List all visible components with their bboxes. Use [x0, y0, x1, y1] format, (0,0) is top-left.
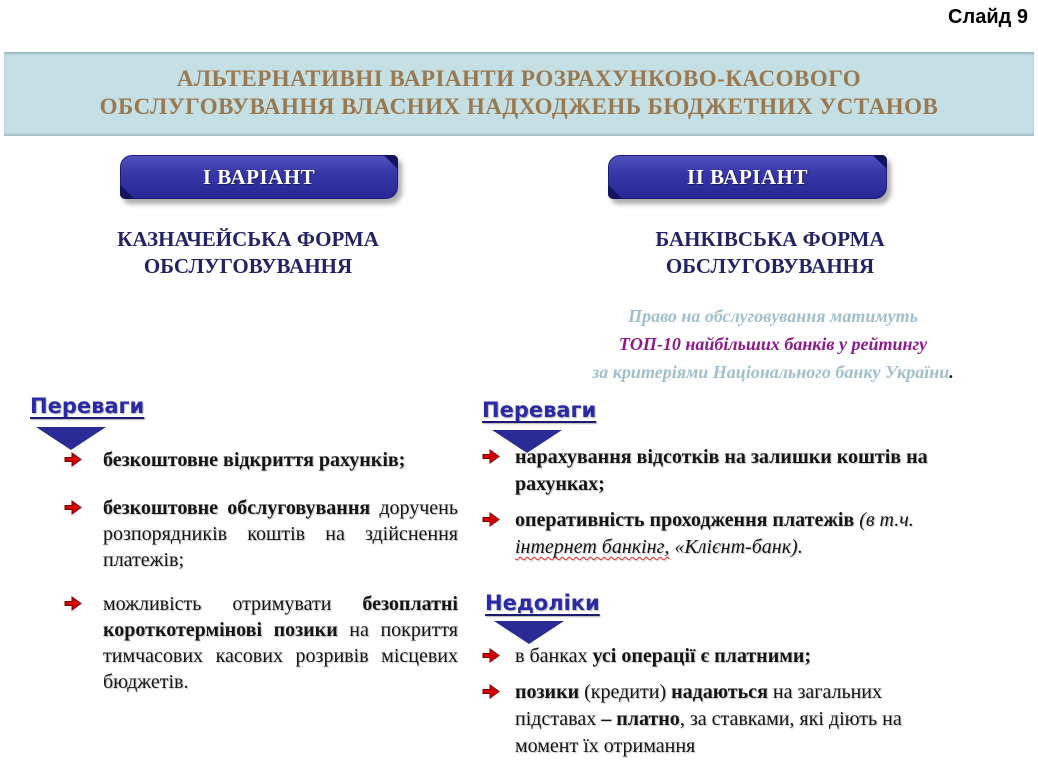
slide-title-line2: ОБСЛУГОВУВАННЯ ВЛАСНИХ НАДХОДЖЕНЬ БЮДЖЕТНИХ УСТАНОВ — [99, 94, 939, 119]
red-arrow-bullet-icon — [482, 647, 501, 664]
text-segment: позики — [515, 681, 585, 703]
down-triangle-icon — [494, 621, 564, 644]
red-arrow-bullet-icon — [482, 683, 501, 700]
right-advantages-list — [482, 444, 964, 561]
disadvantages-label: Недоліки — [485, 591, 600, 615]
slide-number-label: Слайд 9 — [948, 6, 1028, 28]
slide-title — [4, 52, 1034, 121]
list-item — [482, 643, 964, 670]
note-line3: за критеріями Національного банку України. — [592, 362, 954, 382]
text-segment: на покриття тимчасових касових розривів місцевих бюджетів. — [103, 619, 458, 693]
note-line3-period: . — [949, 362, 954, 382]
text-segment: можливість отримувати — [103, 593, 363, 615]
red-arrow-bullet-icon — [64, 595, 83, 612]
list-item — [482, 507, 964, 561]
left-advantages-label: Переваги — [30, 394, 145, 418]
left-heading-line1: КАЗНАЧЕЙСЬКА ФОРМА — [117, 227, 379, 251]
list-item — [482, 679, 964, 760]
text-segment: , за ставками, які діють на момент їх отримання — [515, 708, 902, 757]
disadvantages-list — [482, 643, 964, 760]
right-heading-line2: ОБСЛУГОВУВАННЯ — [665, 254, 875, 278]
text-segment: «Клієнт-банк). — [669, 536, 803, 558]
red-arrow-bullet-icon — [482, 448, 501, 465]
list-item — [64, 447, 458, 473]
left-column-heading — [78, 226, 418, 280]
slide-title-line1: АЛЬТЕРНАТИВНІ ВАРІАНТИ РОЗРАХУНКОВО-КАСОВОГО — [176, 66, 862, 91]
left-heading-line2: ОБСЛУГОВУВАННЯ — [143, 254, 353, 278]
text-segment: – платно — [601, 708, 680, 730]
text-segment: (в т.ч. — [859, 509, 914, 531]
bank-rating-note — [518, 302, 1028, 386]
note-line2: ТОП-10 найбільших банків у рейтингу — [618, 334, 928, 354]
variant-1-button: І ВАРІАНТ — [120, 155, 398, 199]
red-arrow-bullet-icon — [64, 499, 83, 516]
red-arrow-bullet-icon — [64, 451, 83, 468]
right-column-heading — [600, 226, 940, 280]
text-segment: інтернет банкінг, — [515, 536, 670, 558]
title-banner — [4, 52, 1034, 136]
text-segment: безоплатні короткотермінові позики — [103, 593, 458, 641]
text-segment: усі операції є платними; — [592, 645, 812, 667]
right-advantages-label: Переваги — [482, 398, 597, 422]
text-segment: оперативність проходження платежів — [515, 509, 855, 531]
text-segment: на загальних підставах — [515, 681, 883, 730]
text-segment: надаються — [671, 681, 773, 703]
text-segment: доручень розпорядників коштів на здійснення платежів; — [103, 497, 459, 571]
list-item — [482, 444, 964, 498]
text-segment: (кредити) — [584, 681, 672, 703]
text-segment: безкоштовне відкриття рахунків; — [103, 449, 406, 471]
right-heading-line1: БАНКІВСЬКА ФОРМА — [655, 227, 885, 251]
red-arrow-bullet-icon — [482, 511, 501, 528]
list-item — [64, 591, 458, 695]
list-item — [64, 495, 458, 573]
left-advantages-list — [64, 447, 458, 695]
note-line1: Право на обслуговування матимуть — [628, 306, 918, 326]
text-segment: в банках — [515, 645, 593, 667]
text-segment: безкоштовне обслуговування — [103, 497, 371, 519]
variant-2-button: ІІ ВАРІАНТ — [608, 155, 887, 199]
text-segment: нарахування відсотків на залишки коштів на рахунках; — [515, 446, 928, 495]
